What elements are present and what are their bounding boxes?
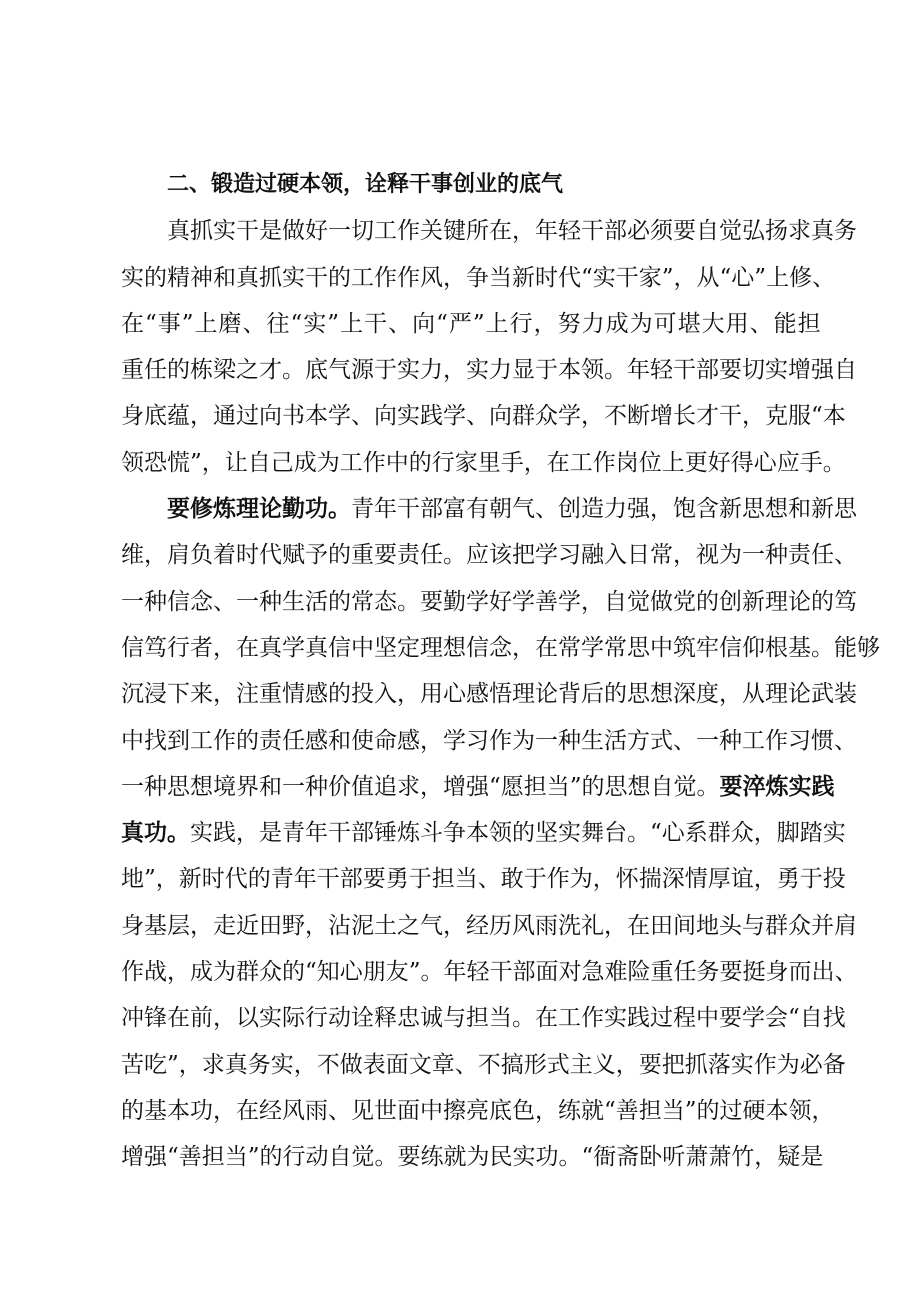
paragraph-line: 维 ， 肩 负 着 时 代 赋 予 的 重 要 责 任 。 应 该 把 学 习 融 入 日 常 ， 视 为 一 种 责 任 、 xyxy=(121,542,857,569)
paragraph-line: 作 战 ， 成 为 群 众 的 “ 知 心 朋 友 ” 。 年 轻 干 部 面 对 急 难 险 重 任 务 要 挺 身 而 出 、 xyxy=(121,959,858,986)
paragraph-line: 重 任 的 栋 梁 之 才 。 底 气 源 于 实 力 ， 实 力 显 于 本 领 。 年 轻 干 部 要 切 实 增 强 自 xyxy=(121,357,857,384)
paragraph-line: 增 强 “ 善 担 当 ” 的 行 动 自 觉 。 要 练 就 为 民 实 功 。 “ 衙 斋 卧 听 萧 萧 竹 ， 疑 是 xyxy=(121,1144,824,1171)
section-heading-text: 二、锻造过硬本领，诠释干事创业的底气 xyxy=(167,172,564,197)
paragraph-line: 真 抓 实 干 是 做 好 一 切 工 作 关 键 所 在 ， 年 轻 干 部 必 须 要 自 觉 弘 扬 求 真 务 xyxy=(167,218,857,245)
paragraph-line: 身 底 蕴 ， 通 过 向 书 本 学 、 向 实 践 学 、 向 群 众 学 ， 不 断 增 长 才 干 ， 克 服 “ 本 xyxy=(121,403,846,430)
paragraph-line: 的 基 本 功 ， 在 经 风 雨 、 见 世 面 中 擦 亮 底 色 ， 练 就 “ 善 担 当 ” 的 过 硬 本 领 ， xyxy=(121,1097,835,1124)
paragraph-line: 一种思想境界和一种价值追求，增强“愿担当”的思想自觉。 要淬炼实践 xyxy=(121,770,821,816)
paragraph-line: 一 种 信 念 、 一 种 生 活 的 常 态 。 要 勤 学 好 学 善 学 ， 自 觉 做 党 的 创 新 理 论 的 笃 xyxy=(121,588,857,615)
paragraph-line: 在 “ 事 ” 上 磨 、 往 “ 实 ” 上 干 、 向 “ 严 ” 上 行 ， 努 力 成 为 可 堪 大 用 、 能 担 xyxy=(121,310,821,337)
paragraph-line: 要修炼理论勤功。 青年干部富有朝气、创造力强，饱含新思想和新思 xyxy=(121,492,821,538)
paragraph-line: 身 基 层 ， 走 近 田 野 ， 沾 泥 土 之 气 ， 经 历 风 雨 洗 礼 ， 在 田 间 地 头 与 群 众 并 肩 xyxy=(121,912,857,939)
paragraph-line: 实 的 精 神 和 真 抓 实 干 的 工 作 作 风 ， 争 当 新 时 代 “ 实 干 家 ” ， 从 “ 心 ” 上 修 、 xyxy=(121,264,836,291)
document-body xyxy=(121,168,880,1187)
bold-lead: 要修炼理论勤功。 xyxy=(167,496,351,523)
paragraph-line: 地 ” ， 新 时 代 的 青 年 干 部 要 勇 于 担 当 、 敢 于 作 为 ， 怀 揣 深 情 厚 谊 ， 勇 于 投 xyxy=(121,866,846,893)
paragraph-line: 领恐慌”，让自己成为工作中的行家里手，在工作岗位上更好得心应手。 xyxy=(121,449,846,476)
bold-lead: 要淬炼实践 xyxy=(719,773,835,800)
paragraph-line: 信 笃 行 者 ， 在 真 学 真 信 中 坚 定 理 想 信 念 ， 在 常 学 常 思 中 筑 牢 信 仰 根 基 。 能 够 xyxy=(121,634,880,661)
paragraph-line: 沉 浸 下 来 ， 注 重 情 感 的 投 入 ， 用 心 感 悟 理 论 背 后 的 思 想 深 度 ， 从 理 论 武 装 xyxy=(121,681,857,708)
bold-lead: 真功。 xyxy=(121,820,190,847)
paragraph-line: 苦 吃 ” ， 求 真 务 实 ， 不 做 表 面 文 章 、 不 搞 形 式 主 义 ， 要 把 抓 落 实 作 为 必 备 xyxy=(121,1051,846,1078)
paragraph-line: 真功。 实践，是青年干部锤炼斗争本领的坚实舞台。“心系群众，脚踏实 xyxy=(121,816,821,862)
paragraph-line: 冲 锋 在 前 ， 以 实 际 行 动 诠 释 忠 诚 与 担 当 。 在 工 作 实 践 过 程 中 要 学 会 “ 自 找 xyxy=(121,1005,846,1032)
section-heading xyxy=(121,168,821,214)
paragraph-line: 中 找 到 工 作 的 责 任 感 和 使 命 感 ， 学 习 作 为 一 种 生 活 方 式 、 一 种 工 作 习 惯 、 xyxy=(121,727,857,754)
